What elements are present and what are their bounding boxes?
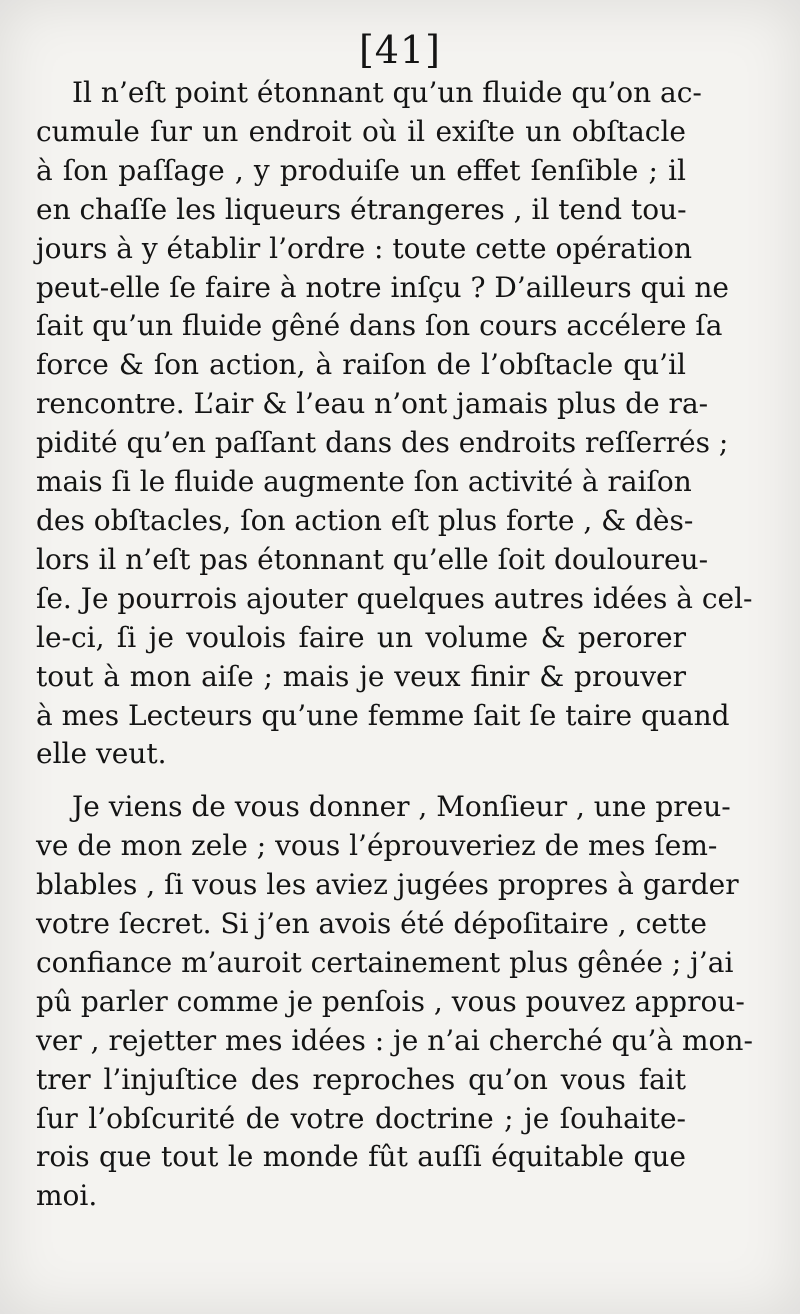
text-line: des obſtacles, ſon action eſt plus forte , & dès-: [36, 503, 694, 537]
text-line: ſur l’obſcurité de votre doctrine ; je ſouhaite-: [36, 1101, 686, 1135]
text-line: confiance m’auroit certainement plus gênée ; j’ai: [36, 945, 734, 979]
paragraph-2: [36, 788, 753, 1216]
body-text: [36, 74, 753, 1216]
text-line: moi.: [36, 1179, 98, 1213]
text-line: le-ci, ſi je voulois faire un volume & perorer: [36, 620, 686, 654]
text-line: jours à y établir l’ordre : toute cette opération: [36, 231, 693, 265]
text-line: ver , rejetter mes idées : je n’ai cherché qu’à mon-: [36, 1023, 753, 1057]
text-line: peut-elle ſe faire à notre inſçu ? D’ailleurs qui ne: [36, 270, 729, 304]
text-line: blables , ſi vous les aviez jugées propres à garder: [36, 868, 739, 902]
text-line: rois que tout le monde fût auſſi équitable que: [36, 1140, 686, 1174]
text-line: ſait qu’un fluide gêné dans ſon cours accélere ſa: [36, 309, 723, 343]
text-line: pidité qu’en paſſant dans des endroits reſſerrés ;: [36, 426, 729, 460]
text-line: lors il n’eſt pas étonnant qu’elle ſoit douloureu-: [36, 542, 709, 576]
text-line: en chaſſe les liqueurs étrangeres , il tend tou-: [36, 192, 687, 226]
text-line: à ſon paſſage , y produiſe un effet ſenſible ; il: [36, 153, 686, 187]
text-line: à mes Lecteurs qu’une femme ſait ſe taire quand: [36, 698, 730, 732]
text-line: pû parler comme je penſois , vous pouvez approu-: [36, 984, 745, 1018]
text-line: Il n’eſt point étonnant qu’un fluide qu’on ac-: [72, 76, 702, 109]
text-line: ve de mon zele ; vous l’éprouveriez de mes ſem-: [36, 829, 718, 863]
text-line: force & ſon action, à raiſon de l’obſtacle qu’il: [36, 348, 686, 382]
text-line: tout à mon aiſe ; mais je veux finir & prouver: [36, 659, 686, 693]
text-line: ſe. Je pourrois ajouter quelques autres idées à cel-: [36, 581, 753, 615]
text-line: rencontre. L’air & l’eau n’ont jamais plus de ra-: [36, 387, 709, 421]
text-line: mais ſi le fluide augmente ſon activité à raiſon: [36, 465, 692, 499]
page-number: [41]: [358, 28, 441, 72]
text-line: cumule ſur un endroit où il exiſte un obſtacle: [36, 114, 686, 148]
text-line: elle veut.: [36, 737, 167, 771]
paragraph-1: [36, 74, 753, 774]
text-line: votre ſecret. Si j’en avois été dépoſitaire , cette: [36, 907, 707, 941]
text-line: trer l’injuſtice des reproches qu’on vous fait: [36, 1062, 686, 1096]
text-line: Je viens de vous donner , Monſieur , une preu-: [72, 790, 731, 824]
